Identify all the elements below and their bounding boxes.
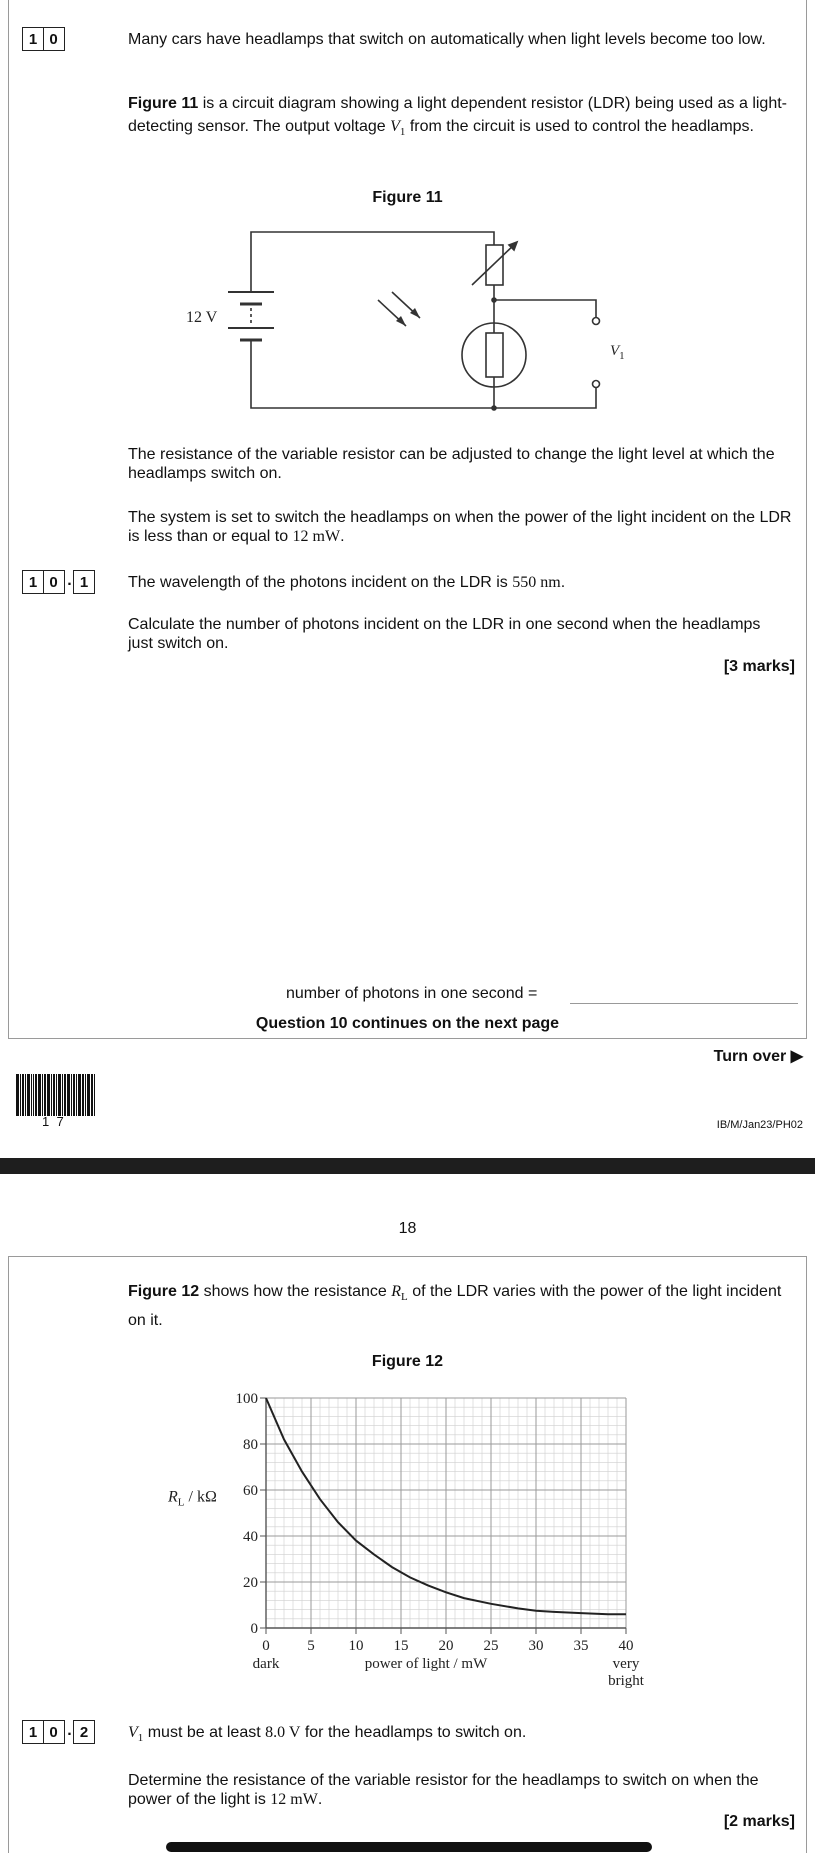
x-tick-label: 40 — [618, 1638, 634, 1654]
turn-over[interactable]: Turn over ▶ — [713, 1048, 803, 1065]
rl-symbol: R — [391, 1283, 402, 1300]
question-number-10-1 — [22, 570, 95, 594]
battery-label: 12 V — [186, 309, 218, 326]
barcode — [16, 1074, 96, 1116]
x-tick-label: 10 — [348, 1638, 364, 1654]
home-indicator-bar — [166, 1842, 652, 1852]
figure12-intro-a: shows how the resistance — [199, 1283, 392, 1300]
x-high-label-2: bright — [608, 1673, 644, 1689]
qnum-digit: 2 — [73, 1720, 95, 1744]
junction-2 — [491, 405, 497, 411]
wire-output-bottom — [494, 388, 596, 408]
x-tick-label: 0 — [262, 1638, 270, 1654]
q10-2-marks: [2 marks] — [723, 1813, 795, 1830]
y-tick-label: 0 — [250, 1621, 258, 1637]
rl-subscript: L — [401, 1291, 408, 1304]
q10-2-text — [128, 1723, 798, 1748]
v1-subscript-2: 1 — [137, 1732, 144, 1745]
figure11-ref: Figure 11 — [128, 95, 199, 112]
y-tick-label: 100 — [235, 1391, 258, 1407]
vout-symbol: V — [610, 343, 620, 359]
x-tick-label: 5 — [307, 1638, 315, 1654]
figure11-desc-b: from the circuit is used to control the headlamps. — [405, 118, 754, 135]
junction-1 — [491, 297, 497, 303]
para-system-end: . — [340, 528, 345, 545]
qnum-digit: 0 — [43, 27, 65, 51]
q10-1-text — [128, 573, 798, 593]
figure11-circuit-diagram — [160, 220, 640, 420]
qnum-digit: 1 — [73, 570, 95, 594]
qnum-dot: . — [67, 572, 72, 589]
y-tick-label: 40 — [243, 1529, 258, 1545]
x-tick-label: 20 — [438, 1638, 454, 1654]
qnum-digit: 1 — [22, 27, 44, 51]
v1-symbol-2: V — [128, 1724, 138, 1741]
question-number-10-2 — [22, 1720, 95, 1744]
variable-resistor — [486, 245, 503, 285]
question-number-10 — [22, 27, 65, 51]
terminal-top — [593, 318, 600, 325]
figure11-title: Figure 11 — [372, 189, 443, 206]
x-tick-label: 30 — [528, 1638, 544, 1654]
y-tick-label: 20 — [243, 1575, 258, 1591]
qnum-digit: 0 — [43, 570, 65, 594]
v1-symbol: V — [390, 118, 400, 135]
q10-intro: Many cars have headlamps that switch on automatically when light levels become too low. — [128, 31, 766, 48]
x-axis-label: power of light / mW — [364, 1656, 488, 1672]
figure12-intro — [128, 1280, 800, 1333]
terminal-bottom — [593, 381, 600, 388]
y-tick-label: 80 — [243, 1437, 258, 1453]
ldr-resistor — [486, 333, 503, 377]
qnum-digit: 0 — [43, 1720, 65, 1744]
para-system — [128, 508, 800, 546]
figure12-title: Figure 12 — [371, 1353, 444, 1370]
wire-top — [251, 232, 494, 292]
y-axis-label: $R_L$ / kΩ — [168, 1488, 217, 1509]
qnum-dot: . — [67, 1722, 72, 1739]
para-variable-resistor: The resistance of the variable resistor can be adjusted to change the light level at which the headlamps switch on. — [128, 446, 775, 482]
figure11-desc-a: is a circuit diagram showing a light dependent resistor (LDR) being used as a light-detecting sensor. The output voltage — [128, 95, 787, 135]
power-value: 12 mW — [292, 528, 341, 545]
wavelength-value: 550 nm — [512, 574, 561, 591]
figure11-description — [128, 92, 800, 144]
x-tick-label: 35 — [573, 1638, 589, 1654]
q10-1-marks: [3 marks] — [723, 658, 795, 675]
para-system-a: The system is set to switch the headlamps on when the power of the light incident on the LDR is less than or equal to — [128, 509, 792, 545]
qnum-digit: 1 — [22, 570, 44, 594]
power-value-2: 12 mW — [270, 1791, 318, 1808]
page-number: 18 — [398, 1220, 417, 1237]
x-tick-label: 15 — [393, 1638, 409, 1654]
wire-left — [251, 340, 494, 408]
voltage-value: 8.0 V — [265, 1724, 301, 1741]
q10-2-instruction — [128, 1771, 800, 1809]
q10-1-instruction: Calculate the number of photons incident on the LDR in one second when the headlamps just switch on. — [128, 616, 761, 652]
barcode-number: 1 7 — [42, 1114, 64, 1129]
x-low-label: dark — [252, 1656, 280, 1672]
q10-1-text-a: The wavelength of the photons incident on the LDR is — [128, 574, 513, 591]
q10-2-text-b: for the headlamps to switch on. — [300, 1724, 527, 1741]
v1-subscript: 1 — [399, 126, 406, 139]
vout-subscript: 1 — [619, 350, 625, 362]
figure12-ref: Figure 12 — [128, 1283, 200, 1300]
answer-prompt-photons: number of photons in one second = — [286, 985, 538, 1002]
figure12-chart — [150, 1385, 670, 1695]
answer-line-photons[interactable] — [570, 1003, 798, 1004]
variable-arrow — [472, 242, 517, 285]
x-tick-label: 25 — [483, 1638, 499, 1654]
figure12-intro-b: of the LDR varies with the power of the light incident on it. — [128, 1283, 782, 1330]
x-high-label-1: very — [612, 1656, 640, 1672]
y-tick-label: 60 — [243, 1483, 258, 1499]
q10-1-text-end: . — [560, 574, 566, 591]
question-continues: Question 10 continues on the next page — [255, 1015, 560, 1032]
page-separator — [0, 1158, 815, 1174]
q10-2-instruction-end: . — [317, 1791, 323, 1808]
q10-2-text-a: must be at least — [143, 1724, 266, 1741]
q10-2-instruction-a: Determine the resistance of the variable resistor for the headlamps to switch on when the power of the light is — [128, 1772, 759, 1808]
vout-label — [610, 343, 625, 362]
qnum-digit: 1 — [22, 1720, 44, 1744]
wire-output-top — [494, 300, 596, 317]
page-code: IB/M/Jan23/PH02 — [716, 1119, 803, 1131]
